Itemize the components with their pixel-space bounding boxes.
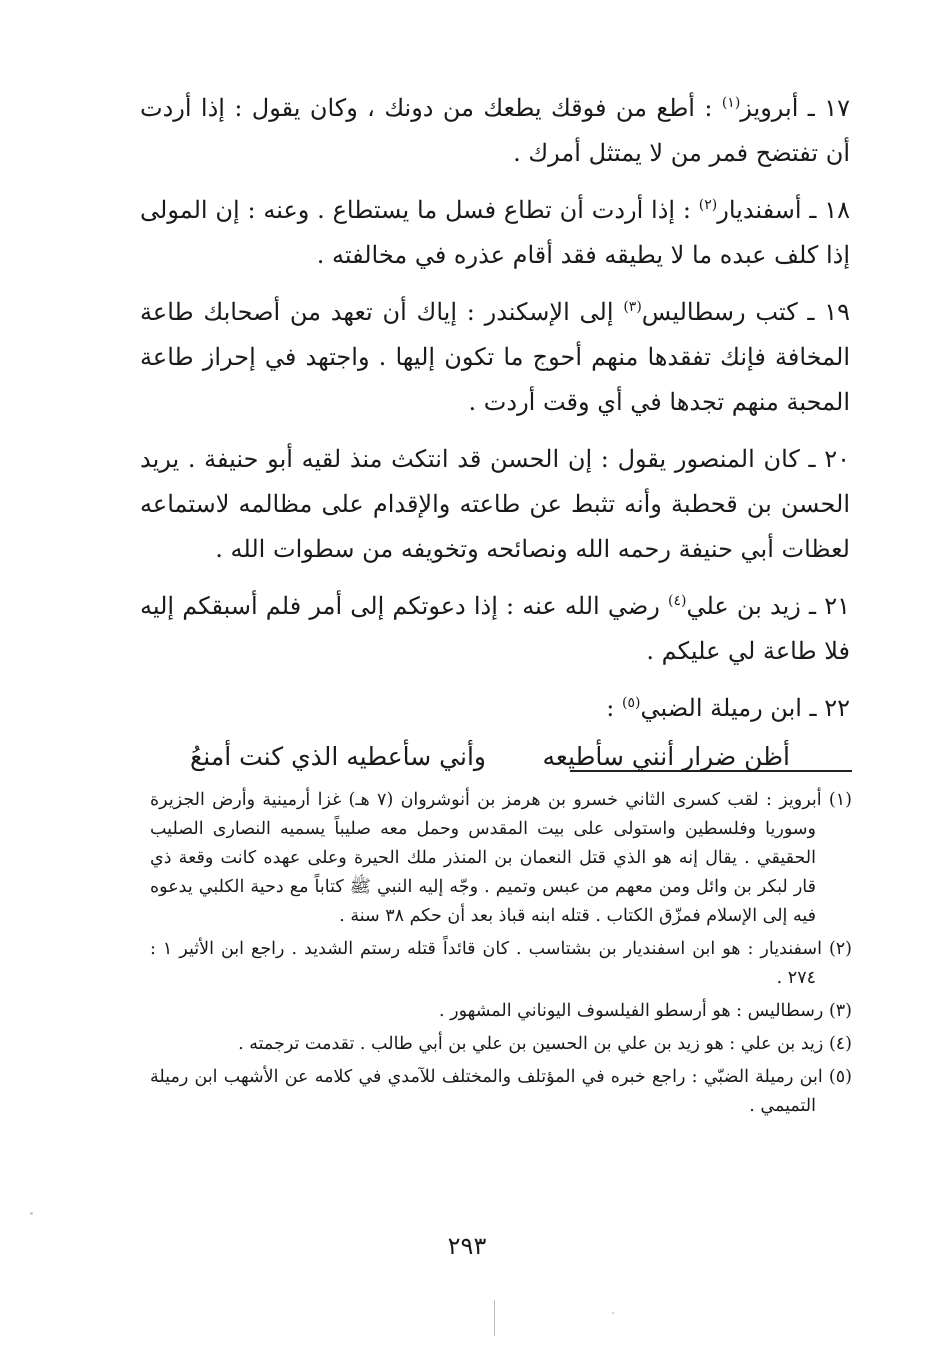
paragraph-20: ٢٠ ـ كان المنصور يقول : إن الحسن قد انتكث منذ لقيه أبو حنيفة . يريد الحسن بن قحطبة وأنه تثبط عن طاعته والإقدام على مظالمه لاستماعه لعظات أبي حنيفة رحمه الله ونصائحه وتخويفه من سطوات الله . xyxy=(140,445,850,563)
footnote-text: أبرويز : لقب كسرى الثاني خسرو بن هرمز بن أنوشروان (٧ هـ) غزا أرمينية وأرض الجزيرة وسوريا وفلسطين واستولى على بيت المقدس وحمل معه صليباً يسميه النصارى الصليب الحقيقي . يقال إنه هو الذي قتل النعمان بن المنذر ملك الحيرة وعلى عهده كانت وقعة ذي قار لبكر بن وائل ومن معهم من عبس وتميم . وجّه إليه النبي ﷺ كتاباً مع دحية الكلبي يدعوه فيه إلى الإسلام فمزّق الكتاب . قتله ابنه قباذ بعد أن حكم ٣٨ سنة . xyxy=(150,790,822,926)
footnote-text: ابن رميلة الضبّي : راجع خبره في المؤتلف والمختلف للآمدي في كلامه عن الأشهب ابن رميلة التميمي . xyxy=(150,1067,823,1116)
poetry-verse xyxy=(190,735,790,779)
paragraph-name: زيد بن علي xyxy=(686,592,801,620)
paragraph-number: ١٩ xyxy=(824,298,850,326)
paragraph-text: : إن الحسن قد انتكث منذ لقيه أبو حنيفة . يريد الحسن بن قحطبة وأنه تثبط عن طاعته والإقدام على مظالمه لاستماعه لعظات أبي حنيفة رحمه الله ونصائحه وتخويفه من سطوات الله . xyxy=(140,445,850,563)
footnote-text: زيد بن علي : هو زيد بن علي بن الحسين بن علي بن أبي طالب . تقدمت ترجمته . xyxy=(238,1034,824,1054)
scan-artifact xyxy=(494,1300,495,1336)
note-ref[interactable]: (٥) xyxy=(622,695,641,711)
paragraph-22: ٢٢ ـ ابن رميلة الضبي$^{(٥)}$ : xyxy=(606,694,850,722)
paragraph-number: ٢١ xyxy=(824,592,851,620)
paragraph-name: كتب رسطاليس xyxy=(641,298,798,326)
paragraph-text: رضي الله عنه : إذا دعوتكم إلى أمر فلم أسبقكم إليه فلا طاعة لي عليكم . xyxy=(140,592,850,665)
footnote-3 xyxy=(150,997,852,1026)
footnote-marker: (٢) xyxy=(828,939,852,959)
main-text xyxy=(140,86,850,779)
footnote-marker: (٤) xyxy=(828,1034,852,1054)
scan-speck xyxy=(612,1312,614,1314)
verse-hemistich-second: وأني سأعطيه الذي كنت أمنعُ xyxy=(190,742,486,771)
paragraph-text: إلى الإسكندر : إياك أن تعهد من أصحابك طاعة المخافة فإنك تفقدها منهم أحوج ما تكون إليها . واجتهد في إحراز طاعة المحبة منهم تجدها في أي وقت أردت . xyxy=(140,298,850,416)
paragraph-number: ١٨ xyxy=(824,196,850,224)
footnote-4 xyxy=(150,1030,852,1059)
paragraph-21: ٢١ ـ زيد بن علي$^{(٤)}$ رضي الله عنه : إذا دعوتكم إلى أمر فلم أسبقكم إليه فلا طاعة لي عليكم . xyxy=(140,592,851,665)
footnote-5 xyxy=(150,1063,852,1121)
footnote-2 xyxy=(150,935,852,993)
scan-speck xyxy=(30,1212,33,1215)
paragraph-name: أبرويز xyxy=(740,94,799,122)
paragraph-19: ١٩ ـ كتب رسطاليس$^{(٣)}$ إلى الإسكندر : إياك أن تعهد من أصحابك طاعة المخافة فإنك تفقدها منهم أحوج ما تكون إليها . واجتهد في إحراز طاعة المحبة منهم تجدها في أي وقت أردت . xyxy=(140,298,850,416)
paragraph-number: ٢٠ xyxy=(824,445,850,473)
note-ref[interactable]: (٣) xyxy=(623,299,642,315)
footnote-1 xyxy=(150,786,852,931)
paragraph-17: ١٧ ـ أبرويز$^{(١)}$ : أطع من فوقك يطعك من دونك ، وكان يقول : إذا أردت أن تفتضح فمر من لا يمتثل أمرك . xyxy=(140,94,850,167)
paragraph-name: ابن رميلة الضبي xyxy=(640,694,802,722)
footnotes xyxy=(150,786,852,1125)
paragraph-text: : إذا أردت أن تطاع فسل ما يستطاع . وعنه : إن المولى إذا كلف عبده ما لا يطيقه فقد أقام عذره في مخالفته . xyxy=(140,196,850,269)
note-ref[interactable]: (٤) xyxy=(668,593,687,609)
paragraph-text: : xyxy=(606,694,615,722)
paragraph-name: أسفنديار xyxy=(717,196,802,224)
paragraph-18: ١٨ ـ أسفنديار$^{(٢)}$ : إذا أردت أن تطاع فسل ما يستطاع . وعنه : إن المولى إذا كلف عبده ما لا يطيقه فقد أقام عذره في مخالفته . xyxy=(140,196,850,269)
footnote-text: اسفنديار : هو ابن اسفنديار بن بشتاسب . كان قائداً قتله رستم الشديد . راجع ابن الأثير ١ : ٢٧٤ . xyxy=(150,939,822,988)
paragraph-number: ٢٢ xyxy=(824,694,850,722)
footnote-text: رسطاليس : هو أرسطو الفيلسوف اليوناني المشهور . xyxy=(439,1001,824,1021)
paragraph-name: كان المنصور يقول xyxy=(617,445,800,473)
note-ref[interactable]: (١) xyxy=(721,95,741,111)
footnote-separator xyxy=(570,770,852,772)
page-number: ٢٩٣ xyxy=(447,1232,487,1260)
footnote-marker: (٣) xyxy=(828,1001,852,1021)
footnote-marker: (١) xyxy=(828,790,852,810)
note-ref[interactable]: (٢) xyxy=(698,197,718,213)
paragraph-text: : أطع من فوقك يطعك من دونك ، وكان يقول : إذا أردت أن تفتضح فمر من لا يمتثل أمرك . xyxy=(140,94,850,167)
footnote-marker: (٥) xyxy=(828,1067,852,1087)
verse-hemistich-first: أظن ضرار أنني سأطيعه xyxy=(542,742,790,771)
paragraph-number: ١٧ xyxy=(824,94,850,122)
